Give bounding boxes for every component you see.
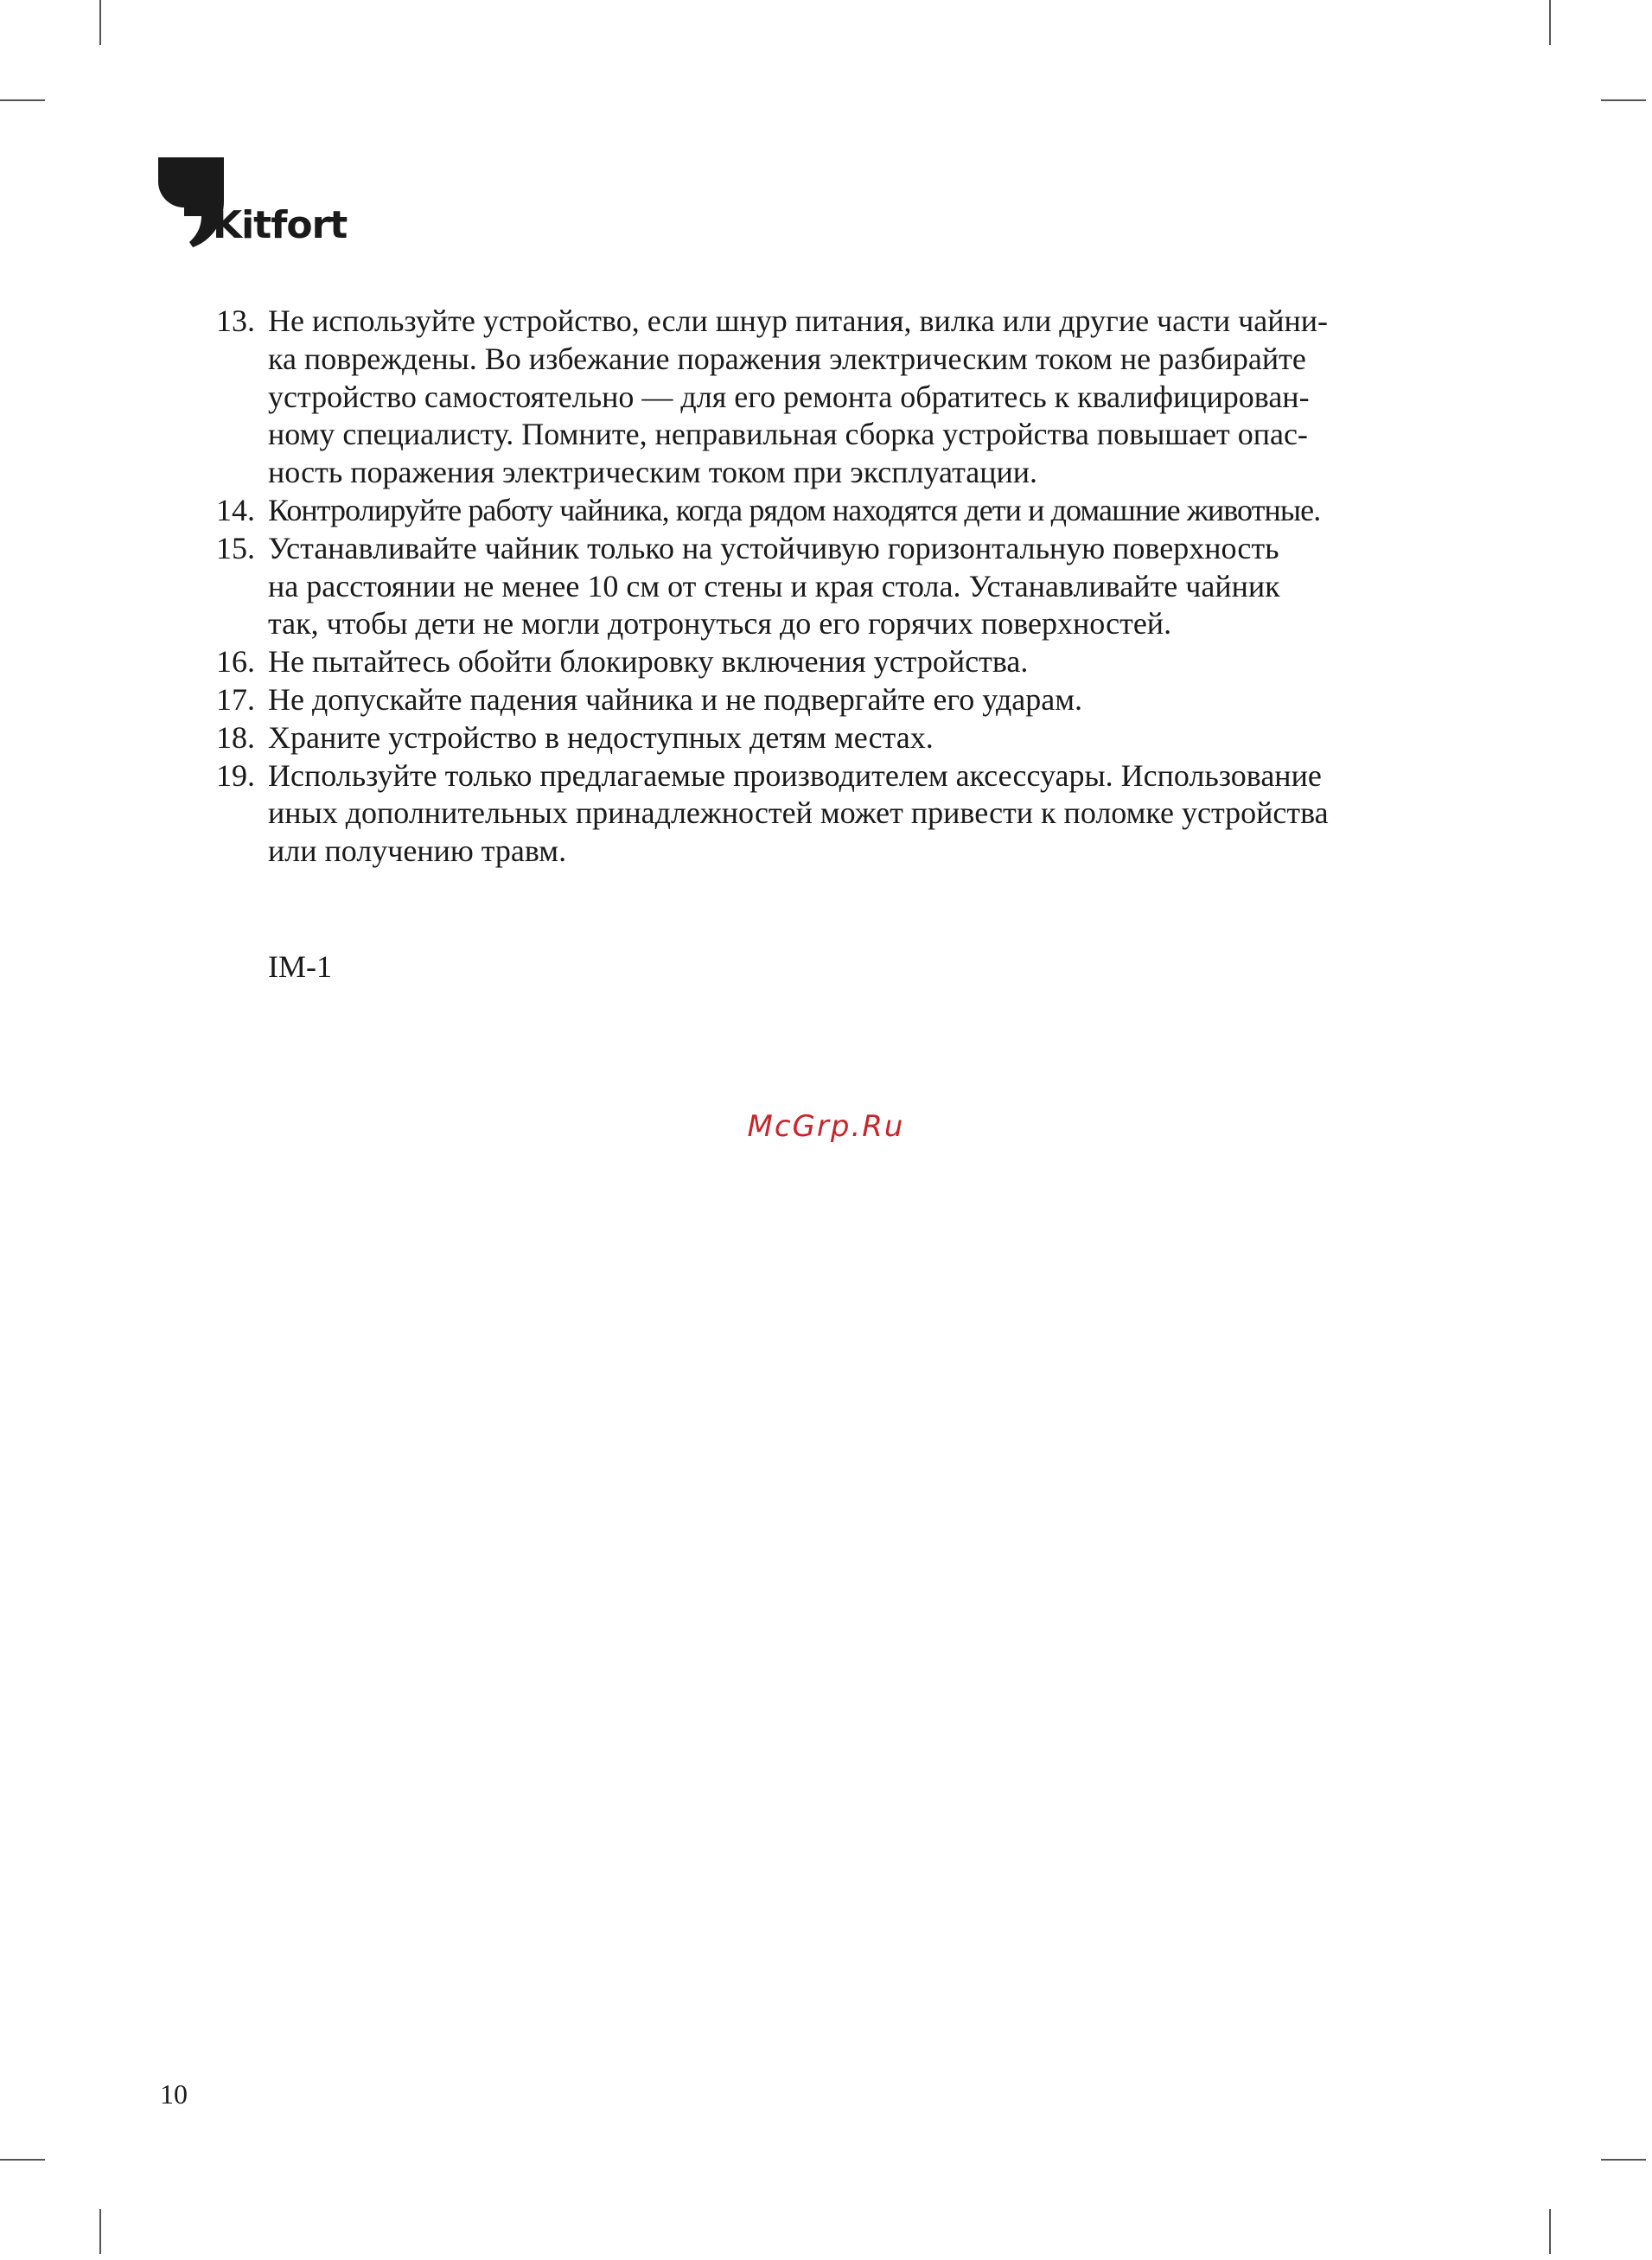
list-item (216, 757, 1461, 871)
item-number: 18. (216, 719, 255, 755)
item-text-line: ность поражения электрическим током при эксплуатации. (268, 455, 1038, 490)
item-number: 14. (216, 492, 255, 527)
item-text-line: Храните устройство в недоступных детям местах. (268, 719, 934, 755)
crop-mark (1601, 99, 1646, 101)
item-number: 17. (216, 681, 255, 717)
item-text (268, 303, 1461, 492)
item-text-line: иных дополнительных принадлежностей может привести к поломке устройства (268, 795, 1329, 831)
list-item (216, 530, 1461, 643)
item-text (268, 681, 1461, 719)
safety-list (216, 303, 1461, 871)
item-text-line: ка повреждены. Во избежание поражения электрическим током не разбирайте (268, 341, 1306, 376)
crop-mark (1549, 0, 1551, 45)
list-item (216, 303, 1461, 492)
item-text (268, 643, 1461, 681)
item-text-line: Контролируйте работу чайника, когда рядом находятся дети и домашние животные. (268, 492, 1321, 527)
item-text-line: Используйте только предлагаемые производителем аксессуары. Использование (268, 757, 1322, 793)
crop-mark (99, 0, 101, 45)
item-number: 15. (216, 530, 255, 565)
list-item (216, 681, 1461, 719)
list-item (216, 492, 1461, 530)
item-number: 19. (216, 757, 255, 793)
item-text-line: Не пытайтесь обойти блокировку включения устройства. (268, 644, 1029, 680)
item-text-line: так, чтобы дети не могли дотронуться до его горячих поверхностей. (268, 606, 1172, 642)
item-text-line: Не допускайте падения чайника и не подвергайте его ударам. (268, 681, 1083, 717)
item-text-line: на расстоянии не менее 10 см от стены и края стола. Устанавливайте чайник (268, 568, 1280, 603)
crop-mark (1549, 2209, 1551, 2254)
item-text (268, 492, 1461, 530)
item-text-line: ному специалисту. Помните, неправильная сборка устройства повышает опас- (268, 417, 1308, 452)
item-text-line: или получению травм. (268, 833, 567, 869)
item-text-line: устройство самостоятельно — для его ремонта обратитесь к квалифицирован- (268, 379, 1310, 414)
item-number: 16. (216, 644, 255, 680)
watermark: McGrp.Ru (747, 1109, 905, 1144)
list-item (216, 643, 1461, 681)
item-text (268, 757, 1461, 871)
brand-name: Kitfort (213, 203, 348, 247)
crop-mark (99, 2209, 101, 2254)
item-text-line: Не используйте устройство, если шнур питания, вилка или другие части чайни- (268, 303, 1328, 338)
item-text (268, 719, 1461, 757)
crop-mark (0, 99, 45, 101)
crop-mark (0, 2159, 45, 2161)
item-number: 13. (216, 303, 255, 338)
page-number: 10 (160, 2078, 188, 2110)
crop-mark (1601, 2159, 1646, 2161)
kitfort-logo (158, 157, 366, 252)
item-text (268, 530, 1461, 643)
item-text-line: Устанавливайте чайник только на устойчивую горизонтальную поверхность (268, 530, 1279, 565)
list-item (216, 719, 1461, 757)
model-code: IM-1 (268, 949, 332, 984)
